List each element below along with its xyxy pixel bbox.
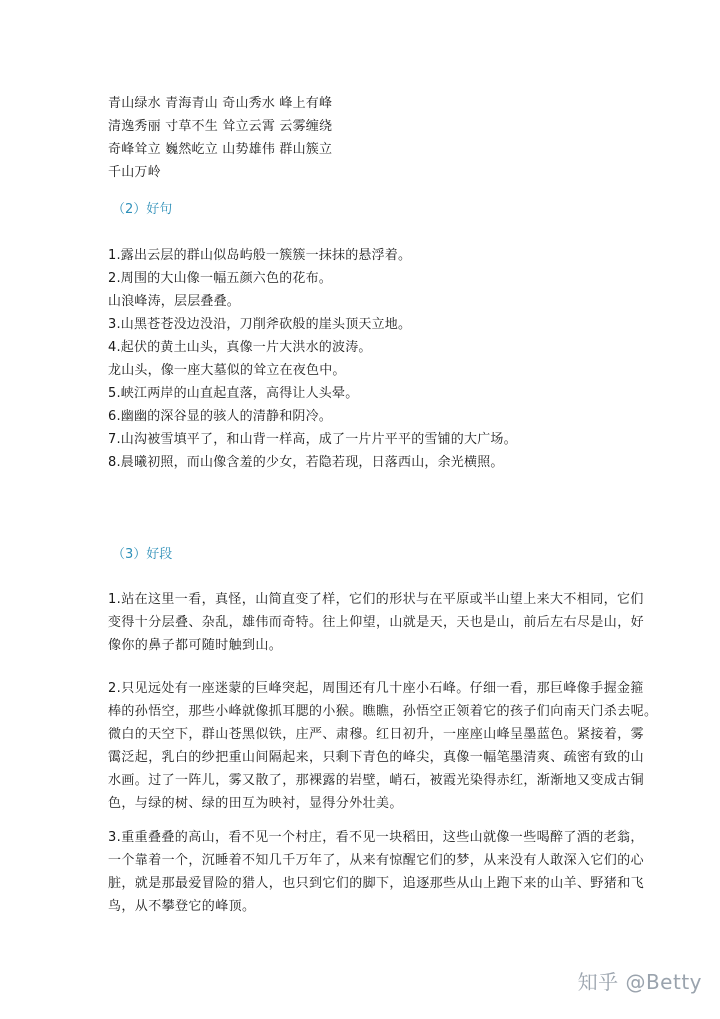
paragraph-line: 1.站在这里一看，真怪，山简直变了样，它们的形状与在平原或半山望上来大不相同，它们: [108, 592, 644, 607]
phrase-line: 清逸秀丽 寸草不生 耸立云霄 云雾缠绕: [108, 119, 333, 134]
paragraph-line: 像你的鼻子都可随时触到山。: [108, 638, 283, 653]
sentence-line: 2.周围的大山像一幅五颜六色的花布。: [108, 271, 333, 286]
section-heading-good-sentences: （2）好句: [112, 202, 173, 217]
section-heading-good-paragraphs: （3）好段: [112, 547, 173, 562]
sentence-line: 5.峡江两岸的山直起直落，高得让人头晕。: [108, 386, 359, 401]
zhihu-watermark: 知乎 @Betty: [577, 970, 702, 994]
paragraph-line: 鸟，从不攀登它的峰顶。: [108, 899, 256, 914]
paragraph-line: 3.重重叠叠的高山，看不见一个村庄，看不见一块稻田，这些山就像一些喝醉了酒的老翁，: [108, 830, 644, 845]
sentence-line: 3.山黑苍苍没边没沿，刀削斧砍般的崖头顶天立地。: [108, 317, 412, 332]
sentence-line: 山浪峰涛，层层叠叠。: [108, 294, 241, 309]
phrase-line: 青山绿水 青海青山 奇山秀水 峰上有峰: [108, 96, 333, 111]
paragraph-line: 一个靠着一个，沉睡着不知几千万年了，从来有惊醒它们的梦，从来没有人敢深入它们的心: [108, 853, 645, 868]
sentence-line: 1.露出云层的群山似岛屿般一簇簇一抹抹的悬浮着。: [108, 248, 412, 263]
sentence-line: 6.幽幽的深谷显的骇人的清静和阴冷。: [108, 409, 333, 424]
phrase-list: [108, 92, 628, 184]
paragraph-line: 霭泛起，乳白的纱把重山间隔起来，只剩下青色的峰尖，真像一幅笔墨清爽、疏密有致的山: [108, 750, 645, 765]
sentence-line: 4.起伏的黄土山头，真像一片大洪水的波涛。: [108, 340, 372, 355]
paragraph-line: 色，与绿的树、绿的田互为映衬，显得分外壮美。: [108, 796, 403, 811]
sentence-line: 8.晨曦初照，而山像含羞的少女，若隐若现，日落西山，余光横照。: [108, 455, 504, 470]
paragraph-line: 水画。过了一阵儿，雾又散了，那裸露的岩壁，峭石，被霞光染得赤红，渐渐地又变成古铜: [108, 773, 645, 788]
paragraph-1: [108, 588, 645, 657]
sentence-list: [108, 244, 628, 474]
phrase-line: 奇峰耸立 巍然屹立 山势雄伟 群山簇立: [108, 142, 333, 157]
paragraph-line: 棒的孙悟空，那些小峰就像抓耳腮的小猴。瞧瞧，孙悟空正领着它的孩子们向南天门杀去呢。: [108, 704, 658, 719]
paragraph-line: 2.只见远处有一座迷蒙的巨峰突起，周围还有几十座小石峰。仔细一看，那巨峰像手握金箍: [108, 681, 644, 696]
sentence-line: 7.山沟被雪填平了，和山背一样高，成了一片片平平的雪铺的大广场。: [108, 432, 517, 447]
paragraph-line: 变得十分层叠、杂乱，雄伟而奇特。往上仰望，山就是天，天也是山，前后左右尽是山，好: [108, 615, 645, 630]
paragraph-2: [108, 677, 658, 815]
phrase-line: 千山万岭: [108, 165, 161, 180]
sentence-line: 龙山头，像一座大墓似的耸立在夜色中。: [108, 363, 346, 378]
paragraph-line: 脏，就是那最爱冒险的猎人，也只到它们的脚下，追逐那些从山上跑下来的山羊、野猪和飞: [108, 876, 645, 891]
paragraph-line: 微白的天空下，群山苍黑似铁，庄严、肃穆。红日初升，一座座山峰呈墨蓝色。紧接着，雾: [108, 727, 645, 742]
paragraph-3: [108, 826, 645, 918]
